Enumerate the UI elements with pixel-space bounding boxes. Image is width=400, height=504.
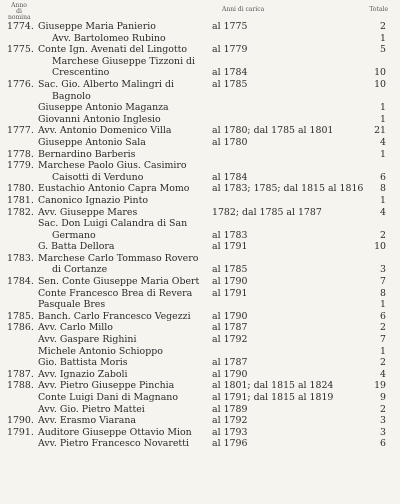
person-name: Conte Luigi Dani di Magnano (38, 392, 178, 403)
person-name: Marchese Giuseppe Tizzoni di (52, 55, 196, 67)
person-name: Conte Ign. Avenati del Lingotto (38, 44, 188, 56)
year-of-appointment: 1774. (7, 21, 34, 32)
list-item (0, 288, 400, 300)
total-years: 9 (380, 392, 386, 403)
year-of-appointment: 1791. (7, 426, 34, 438)
year-of-appointment: 1782. (7, 206, 34, 218)
person-name: Giuseppe Antonio Maganza (38, 102, 169, 114)
appointments-list (0, 21, 400, 450)
list-item (0, 149, 400, 161)
total-years: 2 (380, 322, 386, 334)
person-name: Germano (52, 229, 96, 241)
list-item (0, 56, 400, 68)
list-item (0, 404, 400, 416)
list-item (0, 218, 400, 230)
years-of-office: al 1783 (212, 229, 248, 241)
years-of-office: al 1784 (212, 67, 248, 79)
total-years: 21 (374, 125, 386, 137)
year-of-appointment: 1785. (7, 310, 34, 322)
year-of-appointment: 1776. (7, 78, 34, 90)
person-name: Avv. Bartolomeo Rubino (52, 32, 166, 44)
list-item (0, 299, 400, 311)
list-item (0, 369, 400, 381)
total-years: 4 (380, 206, 386, 218)
list-item (0, 276, 400, 288)
list-item (0, 380, 400, 392)
years-of-office: al 1787 (212, 357, 248, 369)
total-years: 7 (380, 276, 386, 288)
list-item (0, 67, 400, 79)
total-years: 7 (380, 334, 386, 346)
person-name: Giovanni Antonio Inglesio (38, 113, 161, 125)
list-item (0, 172, 400, 184)
years-of-office: al 1796 (212, 438, 248, 450)
list-item (0, 91, 400, 103)
total-years: 2 (380, 21, 386, 32)
years-of-office: al 1792 (212, 334, 248, 346)
person-name: Avv. Giuseppe Mares (38, 206, 138, 218)
year-of-appointment: 1787. (7, 368, 34, 380)
total-years: 2 (380, 229, 386, 241)
header-total: Totale (369, 6, 388, 13)
header-year-of-appointment: Anno di nomina (8, 2, 31, 21)
person-name: Canonico Ignazio Pinto (38, 194, 149, 206)
total-years: 5 (380, 44, 386, 56)
total-years: 2 (380, 357, 386, 369)
years-of-office: al 1791 (212, 287, 248, 299)
column-header (0, 3, 400, 21)
list-item (0, 322, 400, 334)
person-name: Giuseppe Antonio Sala (38, 136, 146, 148)
person-name: Auditore Giuseppe Ottavio Mion (38, 426, 192, 438)
person-name: Eustachio Antonio Capra Momo (38, 183, 190, 195)
year-of-appointment: 1783. (7, 252, 34, 264)
list-item (0, 357, 400, 369)
total-years: 1 (380, 102, 386, 114)
person-name: Sac. Don Luigi Calandra di San (38, 218, 188, 230)
person-name: Michele Antonio Schioppo (38, 345, 163, 357)
list-item (0, 79, 400, 91)
person-name: Avv. Gio. Pietro Mattei (38, 403, 145, 415)
list-item (0, 346, 400, 358)
total-years: 1 (380, 299, 386, 311)
total-years: 6 (380, 171, 386, 183)
person-name: Marchese Carlo Tommaso Rovero (38, 252, 199, 264)
years-of-office: 1782; dal 1785 al 1787 (212, 206, 322, 218)
year-of-appointment: 1780. (7, 183, 34, 195)
year-of-appointment: 1778. (7, 148, 34, 160)
person-name: Avv. Ignazio Zaboli (38, 368, 128, 380)
total-years: 8 (380, 183, 386, 195)
list-item (0, 311, 400, 323)
years-of-office: al 1791; dal 1815 al 1819 (212, 392, 334, 403)
list-item (0, 253, 400, 265)
total-years: 1 (380, 194, 386, 206)
total-years: 19 (374, 380, 386, 392)
list-item (0, 114, 400, 126)
total-years: 8 (380, 287, 386, 299)
total-years: 1 (380, 148, 386, 160)
years-of-office: al 1787 (212, 322, 248, 334)
years-of-office: al 1780 (212, 136, 248, 148)
person-name: Conte Francesco Brea di Revera (38, 287, 193, 299)
person-name: Avv. Antonio Domenico Villa (38, 125, 172, 137)
person-name: G. Batta Dellora (38, 241, 115, 253)
year-of-appointment: 1779. (7, 160, 34, 172)
years-of-office: al 1790 (212, 310, 248, 322)
total-years: 10 (374, 241, 386, 253)
list-item (0, 125, 400, 137)
list-item (0, 264, 400, 276)
person-name: Avv. Gaspare Righini (38, 334, 137, 346)
total-years: 1 (380, 113, 386, 125)
years-of-office: al 1779 (212, 44, 248, 56)
person-name: Caisotti di Verduno (52, 171, 144, 183)
list-item (0, 21, 400, 33)
years-of-office: al 1789 (212, 403, 248, 415)
years-of-office: al 1790 (212, 368, 248, 380)
person-name: Avv. Pietro Giuseppe Pinchia (38, 380, 175, 392)
person-name: Avv. Erasmo Viarana (38, 415, 136, 427)
list-item (0, 334, 400, 346)
total-years: 1 (380, 32, 386, 44)
person-name: Sen. Conte Giuseppe Maria Obert (38, 276, 200, 288)
list-item (0, 230, 400, 242)
person-name: Gio. Battista Moris (38, 357, 128, 369)
list-item (0, 44, 400, 56)
year-of-appointment: 1781. (7, 194, 34, 206)
year-of-appointment: 1775. (7, 44, 34, 56)
years-of-office: al 1784 (212, 171, 248, 183)
list-item (0, 137, 400, 149)
total-years: 1 (380, 345, 386, 357)
total-years: 10 (374, 67, 386, 79)
person-name: Crescentino (52, 67, 110, 79)
list-item (0, 427, 400, 439)
year-of-appointment: 1786. (7, 322, 34, 334)
list-item (0, 195, 400, 207)
list-item (0, 183, 400, 195)
list-item (0, 392, 400, 404)
total-years: 6 (380, 438, 386, 450)
year-of-appointment: 1777. (7, 125, 34, 137)
list-item (0, 160, 400, 172)
person-name: Giuseppe Maria Panierio (38, 21, 156, 32)
years-of-office: al 1775 (212, 21, 248, 32)
person-name: Sac. Gio. Alberto Malingri di (38, 78, 175, 90)
total-years: 3 (380, 415, 386, 427)
list-item (0, 415, 400, 427)
list-item (0, 102, 400, 114)
person-name: Bagnolo (52, 90, 91, 102)
total-years: 3 (380, 426, 386, 438)
years-of-office: al 1793 (212, 426, 248, 438)
list-item (0, 33, 400, 45)
years-of-office: al 1791 (212, 241, 248, 253)
years-of-office: al 1792 (212, 415, 248, 427)
year-of-appointment: 1788. (7, 380, 34, 392)
person-name: di Cortanze (52, 264, 108, 276)
total-years: 10 (374, 78, 386, 90)
total-years: 4 (380, 368, 386, 380)
years-of-office: al 1780; dal 1785 al 1801 (212, 125, 334, 137)
list-item (0, 241, 400, 253)
years-of-office: al 1785 (212, 264, 248, 276)
person-name: Avv. Carlo Millo (38, 322, 113, 334)
person-name: Banch. Carlo Francesco Vegezzi (38, 310, 191, 322)
years-of-office: al 1801; dal 1815 al 1824 (212, 380, 334, 392)
header-years-of-office: Anni di carica (222, 6, 265, 13)
year-of-appointment: 1790. (7, 415, 34, 427)
total-years: 3 (380, 264, 386, 276)
list-item (0, 207, 400, 219)
total-years: 2 (380, 403, 386, 415)
year-of-appointment: 1784. (7, 276, 34, 288)
list-item (0, 438, 400, 450)
total-years: 4 (380, 136, 386, 148)
person-name: Pasquale Bres (38, 299, 106, 311)
person-name: Bernardino Barberis (38, 148, 136, 160)
person-name: Avv. Pietro Francesco Novaretti (38, 438, 189, 450)
total-years: 6 (380, 310, 386, 322)
person-name: Marchese Paolo Gius. Casimiro (38, 160, 187, 172)
years-of-office: al 1785 (212, 78, 248, 90)
years-of-office: al 1790 (212, 276, 248, 288)
years-of-office: al 1783; 1785; dal 1815 al 1816 (212, 183, 364, 195)
